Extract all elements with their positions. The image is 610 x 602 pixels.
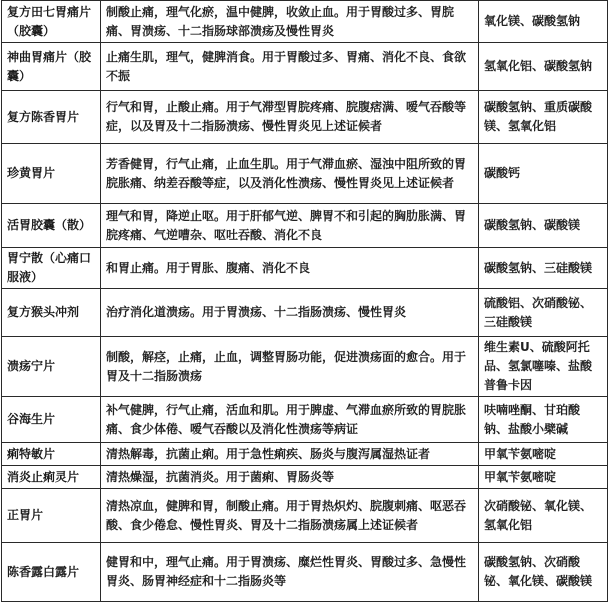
drug-ingredients: 甲氧苄氨嘧啶 <box>479 443 608 466</box>
drug-ingredients: 碳酸氢钠、碳酸镁 <box>479 204 608 248</box>
drug-ingredients: 氢氧化铝、碳酸氢钠 <box>479 43 608 91</box>
drug-description: 补气健脾，行气止痛，活血和肌。用于脾虚、气滞血瘀所致的胃脘胀痛、食少体倦、嗳气吞酸以及消化性溃疡等病证 <box>101 397 479 443</box>
drug-description: 理气和胃，降逆止呕。用于肝郁气逆、脾胃不和引起的胸肋胀满、胃脘疼痛、气逆嘈杂、呕吐吞酸、消化不良 <box>101 204 479 248</box>
drug-name: 复方陈香胃片 <box>2 91 101 144</box>
drug-name: 溃疡宁片 <box>2 337 101 397</box>
drug-name: 复方田七胃痛片（胶囊） <box>2 1 101 43</box>
drug-ingredients: 碳酸氢钠、三硅酸镁 <box>479 248 608 289</box>
table-row <box>2 1 608 43</box>
table-row <box>2 43 608 91</box>
drug-name: 陈香露白露片 <box>2 543 101 602</box>
drug-description: 治疗消化道溃疡。用于胃溃疡、十二指肠溃疡、慢性胃炎 <box>101 289 479 337</box>
drug-description: 清热解毒，抗菌止痢。用于急性痢疾、肠炎与腹泻属湿热证者 <box>101 443 479 466</box>
drug-ingredients: 氧化镁、碳酸氢钠 <box>479 1 608 43</box>
drug-description: 芳香健胃，行气止痛，止血生肌。用于气滞血瘀、湿浊中阻所致的胃脘胀痛、纳差吞酸等症，以及消化性溃疡、慢性胃炎见上述证候者 <box>101 144 479 204</box>
drug-description: 清热凉血，健脾和胃，制酸止痛。用于胃热炽灼、脘腹刺痛、呕恶吞酸、食少倦怠、慢性胃炎、胃及十二指肠溃疡属上述证候者 <box>101 489 479 543</box>
drug-description: 行气和胃，止酸止痛。用于气滞型胃脘疼痛、脘腹痞满、嗳气吞酸等症，以及胃及十二指肠溃疡、慢性胃炎见上述证候者 <box>101 91 479 144</box>
drug-name: 痢特敏片 <box>2 443 101 466</box>
drug-name: 谷海生片 <box>2 397 101 443</box>
drug-ingredients: 甲氧苄氨嘧啶 <box>479 466 608 489</box>
drug-ingredients: 呋喃唑酮、甘珀酸钠、盐酸小檗碱 <box>479 397 608 443</box>
table-row <box>2 466 608 489</box>
drug-ingredients: 碳酸氢钠、重质碳酸镁、氢氧化铝 <box>479 91 608 144</box>
drug-name: 神曲胃痛片（胶囊） <box>2 43 101 91</box>
drug-description: 清热燥湿，抗菌消炎。用于菌痢、胃肠炎等 <box>101 466 479 489</box>
drug-ingredients: 碳酸氢钠、次硝酸铋、氧化镁、碳酸镁 <box>479 543 608 602</box>
drug-ingredients: 次硝酸铋、氧化镁、氢氧化铝 <box>479 489 608 543</box>
table-row <box>2 543 608 602</box>
table-row <box>2 204 608 248</box>
drug-name: 胃宁散（心痛口服液） <box>2 248 101 289</box>
drug-name: 活胃胶囊（散） <box>2 204 101 248</box>
drug-ingredients: 维生素U、硫酸阿托品、氢氯噻嗪、盐酸普鲁卡因 <box>479 337 608 397</box>
table-row <box>2 443 608 466</box>
drug-description: 健胃和中，理气止痛。用于胃溃疡、糜烂性胃炎、胃酸过多、急慢性胃炎、肠胃神经症和十二指肠炎等 <box>101 543 479 602</box>
drug-ingredients: 碳酸钙 <box>479 144 608 204</box>
drug-name: 正胃片 <box>2 489 101 543</box>
table-row <box>2 397 608 443</box>
drug-description: 和胃止痛。用于胃胀、腹痛、消化不良 <box>101 248 479 289</box>
drug-name: 复方猴头冲剂 <box>2 289 101 337</box>
table-row <box>2 91 608 144</box>
table-row <box>2 248 608 289</box>
drug-description: 止痛生肌，理气，健脾消食。用于胃酸过多、胃痛、消化不良、食欲不振 <box>101 43 479 91</box>
drug-table <box>1 0 608 602</box>
drug-name: 消炎止痢灵片 <box>2 466 101 489</box>
drug-name: 珍黄胃片 <box>2 144 101 204</box>
table-row <box>2 337 608 397</box>
table-row <box>2 144 608 204</box>
table-row <box>2 489 608 543</box>
drug-description: 制酸止痛，理气化瘀，温中健脾，收敛止血。用于胃酸过多、胃脘痛、胃溃疡、十二指肠球部溃疡及慢性胃炎 <box>101 1 479 43</box>
drug-ingredients: 硫酸铝、次硝酸铋、三硅酸镁 <box>479 289 608 337</box>
table-row <box>2 289 608 337</box>
drug-description: 制酸，解痉，止痛，止血，调整胃肠功能，促进溃疡面的愈合。用于胃及十二指肠溃疡 <box>101 337 479 397</box>
